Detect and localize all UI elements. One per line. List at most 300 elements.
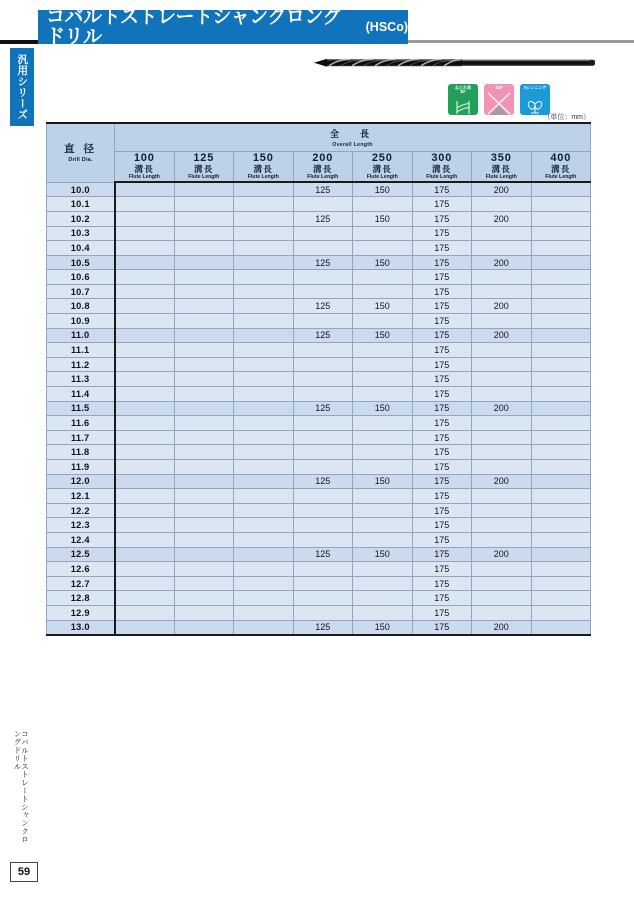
cell-flute-200 [293, 460, 353, 475]
table-row [47, 299, 591, 314]
cell-flute-200: 125 [293, 474, 353, 489]
cell-flute-100 [115, 474, 175, 489]
x-thinning-badge [520, 84, 550, 115]
cell-flute-350 [472, 197, 532, 212]
table-row [47, 518, 591, 533]
cell-flute-200: 125 [293, 547, 353, 562]
cell-flute-400 [531, 387, 591, 402]
cell-flute-150 [234, 430, 294, 445]
table-row [47, 314, 591, 329]
cell-flute-125 [174, 562, 234, 577]
cell-flute-100 [115, 547, 175, 562]
table-row [47, 562, 591, 577]
cell-flute-125 [174, 255, 234, 270]
cell-flute-100 [115, 460, 175, 475]
cell-flute-100 [115, 284, 175, 299]
col-header-flute-125-jp: 溝長 [194, 163, 214, 174]
cell-flute-100 [115, 445, 175, 460]
cell-flute-150 [234, 182, 294, 197]
cell-flute-150 [234, 518, 294, 533]
page-number: 59 [10, 862, 38, 882]
col-header-flute-200 [293, 151, 353, 182]
cell-flute-200: 125 [293, 401, 353, 416]
table-row [47, 387, 591, 402]
flute-length-header-row [47, 151, 591, 182]
cell-flute-300: 175 [412, 387, 472, 402]
cell-flute-150 [234, 299, 294, 314]
cell-flute-150 [234, 401, 294, 416]
drill-bit-illustration [312, 52, 597, 74]
cell-flute-200 [293, 576, 353, 591]
point-angle-badge [484, 84, 514, 115]
cell-flute-250 [353, 357, 413, 372]
table-row [47, 270, 591, 285]
cell-flute-100 [115, 314, 175, 329]
cell-flute-400 [531, 241, 591, 256]
cell-drill-dia: 10.9 [47, 314, 115, 329]
footer-vertical-label-text: コバルトストレートシャンクロングドリル [13, 730, 30, 844]
cell-flute-250: 150 [353, 255, 413, 270]
cell-flute-250 [353, 460, 413, 475]
table-row [47, 182, 591, 197]
cell-drill-dia: 11.8 [47, 445, 115, 460]
cell-flute-150 [234, 284, 294, 299]
cell-drill-dia: 11.3 [47, 372, 115, 387]
table-row [47, 226, 591, 241]
cell-drill-dia: 12.7 [47, 576, 115, 591]
cell-flute-400 [531, 401, 591, 416]
cell-flute-125 [174, 241, 234, 256]
cell-drill-dia: 10.0 [47, 182, 115, 197]
cell-flute-350: 200 [472, 328, 532, 343]
cell-flute-250 [353, 270, 413, 285]
cell-flute-350: 200 [472, 182, 532, 197]
cell-drill-dia: 12.9 [47, 605, 115, 620]
cell-flute-125 [174, 299, 234, 314]
cell-flute-100 [115, 226, 175, 241]
cell-flute-300: 175 [412, 314, 472, 329]
table-row [47, 591, 591, 606]
cell-flute-125 [174, 460, 234, 475]
cell-flute-200 [293, 241, 353, 256]
cell-flute-200 [293, 503, 353, 518]
cell-flute-400 [531, 474, 591, 489]
cell-flute-250 [353, 518, 413, 533]
cell-flute-300: 175 [412, 416, 472, 431]
spec-table-body [47, 182, 591, 634]
cell-flute-100 [115, 387, 175, 402]
cell-flute-125 [174, 474, 234, 489]
cell-flute-200: 125 [293, 299, 353, 314]
cell-flute-350 [472, 591, 532, 606]
col-header-flute-125-en: Flute Length [188, 174, 220, 181]
col-header-flute-125 [174, 151, 234, 182]
cell-flute-400 [531, 299, 591, 314]
cell-flute-300: 175 [412, 299, 472, 314]
cell-flute-400 [531, 211, 591, 226]
cell-flute-100 [115, 343, 175, 358]
table-row [47, 372, 591, 387]
cell-flute-200: 125 [293, 255, 353, 270]
cell-flute-350 [472, 518, 532, 533]
col-header-drill-dia-en: Drill Dia. [68, 156, 93, 163]
cell-flute-200 [293, 562, 353, 577]
cell-flute-200 [293, 518, 353, 533]
cell-flute-300: 175 [412, 562, 472, 577]
cell-drill-dia: 10.1 [47, 197, 115, 212]
table-row [47, 197, 591, 212]
cell-flute-400 [531, 372, 591, 387]
cell-flute-250: 150 [353, 401, 413, 416]
cell-drill-dia: 11.1 [47, 343, 115, 358]
cell-flute-250 [353, 343, 413, 358]
cell-flute-400 [531, 445, 591, 460]
cell-drill-dia: 11.9 [47, 460, 115, 475]
cell-flute-125 [174, 416, 234, 431]
cell-drill-dia: 12.3 [47, 518, 115, 533]
table-row [47, 576, 591, 591]
cell-flute-350 [472, 460, 532, 475]
cell-flute-125 [174, 576, 234, 591]
cell-flute-250: 150 [353, 182, 413, 197]
cell-flute-350 [472, 284, 532, 299]
cell-flute-125 [174, 547, 234, 562]
cell-flute-400 [531, 255, 591, 270]
cell-drill-dia: 10.2 [47, 211, 115, 226]
helix-angle-badge-line1: ねじれ角 [455, 84, 471, 90]
cell-flute-300: 175 [412, 474, 472, 489]
cell-flute-300: 175 [412, 182, 472, 197]
cell-flute-250 [353, 284, 413, 299]
cell-flute-150 [234, 270, 294, 285]
cell-flute-300: 175 [412, 460, 472, 475]
col-header-flute-200-jp: 溝長 [313, 163, 333, 174]
cell-flute-125 [174, 197, 234, 212]
cell-drill-dia: 12.2 [47, 503, 115, 518]
cell-flute-350: 200 [472, 547, 532, 562]
cell-flute-250 [353, 503, 413, 518]
cell-flute-125 [174, 343, 234, 358]
cell-flute-100 [115, 416, 175, 431]
col-header-drill-dia-jp: 直 径 [64, 142, 97, 155]
cell-flute-350 [472, 387, 532, 402]
cell-flute-200 [293, 416, 353, 431]
col-header-flute-300-value: 300 [431, 151, 453, 164]
cell-flute-350 [472, 430, 532, 445]
col-header-flute-400-jp: 溝長 [551, 163, 571, 174]
cell-flute-125 [174, 182, 234, 197]
cell-flute-100 [115, 299, 175, 314]
cell-flute-125 [174, 401, 234, 416]
cell-flute-250 [353, 387, 413, 402]
cell-flute-250 [353, 591, 413, 606]
cell-flute-350: 200 [472, 620, 532, 635]
cell-flute-100 [115, 562, 175, 577]
cell-flute-125 [174, 518, 234, 533]
cell-flute-200 [293, 270, 353, 285]
cell-flute-350 [472, 343, 532, 358]
cell-flute-300: 175 [412, 576, 472, 591]
series-side-tab[interactable] [10, 48, 34, 126]
col-header-flute-200-value: 200 [312, 151, 334, 164]
col-header-flute-150-value: 150 [252, 151, 274, 164]
table-row [47, 211, 591, 226]
col-header-flute-250-en: Flute Length [366, 174, 398, 181]
page-title-jp: コバルトストレートシャンクロングドリル [46, 6, 342, 48]
point-angle-badge-line1: 118° [495, 84, 503, 90]
cell-flute-100 [115, 489, 175, 504]
cell-flute-150 [234, 576, 294, 591]
cell-flute-350 [472, 416, 532, 431]
cell-flute-350 [472, 445, 532, 460]
cell-flute-350: 200 [472, 255, 532, 270]
cell-flute-200 [293, 532, 353, 547]
cell-flute-200 [293, 197, 353, 212]
cell-flute-125 [174, 591, 234, 606]
cell-flute-100 [115, 430, 175, 445]
cell-flute-250 [353, 445, 413, 460]
cell-flute-250 [353, 314, 413, 329]
cell-flute-300: 175 [412, 270, 472, 285]
cell-flute-250 [353, 430, 413, 445]
cell-flute-150 [234, 416, 294, 431]
cell-flute-200 [293, 605, 353, 620]
cell-flute-300: 175 [412, 328, 472, 343]
cell-drill-dia: 11.6 [47, 416, 115, 431]
cell-flute-100 [115, 255, 175, 270]
cell-flute-200: 125 [293, 211, 353, 226]
cell-flute-150 [234, 591, 294, 606]
page-title-en: (HSCo) [365, 19, 408, 34]
cell-flute-300: 175 [412, 430, 472, 445]
cell-flute-150 [234, 562, 294, 577]
cell-flute-300: 175 [412, 372, 472, 387]
cell-drill-dia: 10.6 [47, 270, 115, 285]
cell-flute-250: 150 [353, 211, 413, 226]
cell-flute-250 [353, 372, 413, 387]
table-row [47, 503, 591, 518]
cell-flute-300: 175 [412, 532, 472, 547]
cell-flute-200 [293, 226, 353, 241]
cell-flute-400 [531, 460, 591, 475]
col-header-flute-100-value: 100 [133, 151, 155, 164]
cell-flute-400 [531, 284, 591, 299]
table-row [47, 401, 591, 416]
cell-flute-350 [472, 489, 532, 504]
cell-flute-400 [531, 430, 591, 445]
x-thinning-badge-line1: Xシンニング [523, 84, 547, 90]
cell-flute-200 [293, 387, 353, 402]
cell-flute-150 [234, 211, 294, 226]
cell-flute-300: 175 [412, 343, 472, 358]
cell-flute-400 [531, 314, 591, 329]
col-header-flute-100-jp: 溝長 [134, 163, 154, 174]
table-row [47, 474, 591, 489]
cell-flute-200 [293, 343, 353, 358]
cell-flute-200 [293, 489, 353, 504]
cell-flute-100 [115, 401, 175, 416]
cell-drill-dia: 12.8 [47, 591, 115, 606]
cell-flute-150 [234, 241, 294, 256]
cell-flute-300: 175 [412, 489, 472, 504]
cell-flute-100 [115, 211, 175, 226]
cell-flute-350: 200 [472, 211, 532, 226]
cell-flute-125 [174, 211, 234, 226]
cell-flute-400 [531, 591, 591, 606]
cell-flute-350 [472, 314, 532, 329]
cell-flute-300: 175 [412, 197, 472, 212]
col-header-overall-length-jp: 全 長 [330, 129, 376, 139]
col-header-flute-150 [234, 151, 294, 182]
cell-flute-125 [174, 328, 234, 343]
cell-drill-dia: 11.7 [47, 430, 115, 445]
cell-flute-125 [174, 284, 234, 299]
cell-flute-200 [293, 284, 353, 299]
cell-flute-100 [115, 518, 175, 533]
cell-flute-150 [234, 387, 294, 402]
spec-table-head [47, 123, 591, 182]
table-row [47, 532, 591, 547]
cell-flute-300: 175 [412, 591, 472, 606]
cell-flute-300: 175 [412, 503, 472, 518]
cell-drill-dia: 10.4 [47, 241, 115, 256]
cell-flute-250 [353, 562, 413, 577]
cell-flute-150 [234, 197, 294, 212]
cell-flute-400 [531, 532, 591, 547]
cell-flute-350: 200 [472, 299, 532, 314]
cell-flute-350 [472, 532, 532, 547]
cell-drill-dia: 12.5 [47, 547, 115, 562]
cell-flute-300: 175 [412, 518, 472, 533]
col-header-flute-150-jp: 溝長 [253, 163, 273, 174]
cell-flute-200 [293, 591, 353, 606]
cell-flute-200: 125 [293, 328, 353, 343]
cell-flute-400 [531, 343, 591, 358]
cell-flute-125 [174, 314, 234, 329]
cell-flute-150 [234, 460, 294, 475]
cell-flute-200 [293, 357, 353, 372]
col-header-flute-200-en: Flute Length [307, 174, 339, 181]
cell-drill-dia: 12.6 [47, 562, 115, 577]
cell-flute-400 [531, 197, 591, 212]
cell-flute-300: 175 [412, 357, 472, 372]
cell-drill-dia: 11.5 [47, 401, 115, 416]
cell-flute-300: 175 [412, 255, 472, 270]
col-header-flute-300-en: Flute Length [426, 174, 458, 181]
cell-flute-150 [234, 372, 294, 387]
cell-drill-dia: 13.0 [47, 620, 115, 635]
col-header-flute-350-en: Flute Length [485, 174, 517, 181]
cell-flute-150 [234, 343, 294, 358]
cell-flute-250: 150 [353, 299, 413, 314]
cell-flute-350 [472, 226, 532, 241]
cell-flute-125 [174, 620, 234, 635]
col-header-flute-350-jp: 溝長 [491, 163, 511, 174]
cell-drill-dia: 12.1 [47, 489, 115, 504]
col-header-flute-250-value: 250 [371, 151, 393, 164]
cell-flute-125 [174, 445, 234, 460]
cell-flute-350 [472, 562, 532, 577]
cell-flute-300: 175 [412, 547, 472, 562]
col-header-drill-dia [47, 123, 115, 182]
cell-flute-250 [353, 226, 413, 241]
cell-flute-400 [531, 328, 591, 343]
table-row [47, 620, 591, 635]
unit-note: （単位：mm） [543, 114, 590, 121]
col-header-flute-300-jp: 溝長 [432, 163, 452, 174]
cell-flute-300: 175 [412, 620, 472, 635]
col-header-flute-350 [472, 151, 532, 182]
cell-flute-350 [472, 503, 532, 518]
cell-drill-dia: 10.8 [47, 299, 115, 314]
cell-flute-300: 175 [412, 211, 472, 226]
helix-angle-badge [448, 84, 478, 115]
cell-flute-100 [115, 197, 175, 212]
cell-flute-150 [234, 445, 294, 460]
cell-flute-125 [174, 372, 234, 387]
cell-flute-200 [293, 430, 353, 445]
table-row [47, 547, 591, 562]
cell-flute-350 [472, 605, 532, 620]
cell-flute-250 [353, 576, 413, 591]
col-header-flute-400-en: Flute Length [545, 174, 577, 181]
cell-flute-200 [293, 445, 353, 460]
cell-flute-400 [531, 547, 591, 562]
cell-flute-400 [531, 562, 591, 577]
col-header-overall-length-en: Overall Length [332, 141, 373, 148]
table-row [47, 255, 591, 270]
cell-flute-150 [234, 605, 294, 620]
spec-table [46, 122, 591, 636]
cell-flute-150 [234, 226, 294, 241]
col-header-flute-350-value: 350 [490, 151, 512, 164]
table-row [47, 489, 591, 504]
cell-flute-350 [472, 372, 532, 387]
col-header-flute-400-value: 400 [550, 151, 572, 164]
cell-flute-100 [115, 503, 175, 518]
cell-flute-125 [174, 605, 234, 620]
cell-flute-150 [234, 532, 294, 547]
cell-flute-400 [531, 226, 591, 241]
cell-flute-250 [353, 241, 413, 256]
cell-flute-250 [353, 532, 413, 547]
col-header-flute-250 [353, 151, 413, 182]
col-header-flute-400 [531, 151, 591, 182]
cell-flute-100 [115, 591, 175, 606]
cell-flute-150 [234, 489, 294, 504]
cell-flute-150 [234, 357, 294, 372]
cell-flute-400 [531, 518, 591, 533]
cell-drill-dia: 11.0 [47, 328, 115, 343]
cell-flute-100 [115, 620, 175, 635]
table-row [47, 430, 591, 445]
cell-flute-250: 150 [353, 547, 413, 562]
cell-flute-250 [353, 197, 413, 212]
cell-flute-400 [531, 182, 591, 197]
col-header-flute-100 [115, 151, 175, 182]
cell-flute-300: 175 [412, 241, 472, 256]
cell-flute-400 [531, 357, 591, 372]
cell-flute-250: 150 [353, 474, 413, 489]
cell-flute-300: 175 [412, 226, 472, 241]
table-row [47, 445, 591, 460]
table-row [47, 460, 591, 475]
helix-angle-badge-line2: 30° [460, 89, 466, 95]
table-row [47, 241, 591, 256]
cell-flute-100 [115, 241, 175, 256]
cell-drill-dia: 10.7 [47, 284, 115, 299]
cell-flute-125 [174, 387, 234, 402]
